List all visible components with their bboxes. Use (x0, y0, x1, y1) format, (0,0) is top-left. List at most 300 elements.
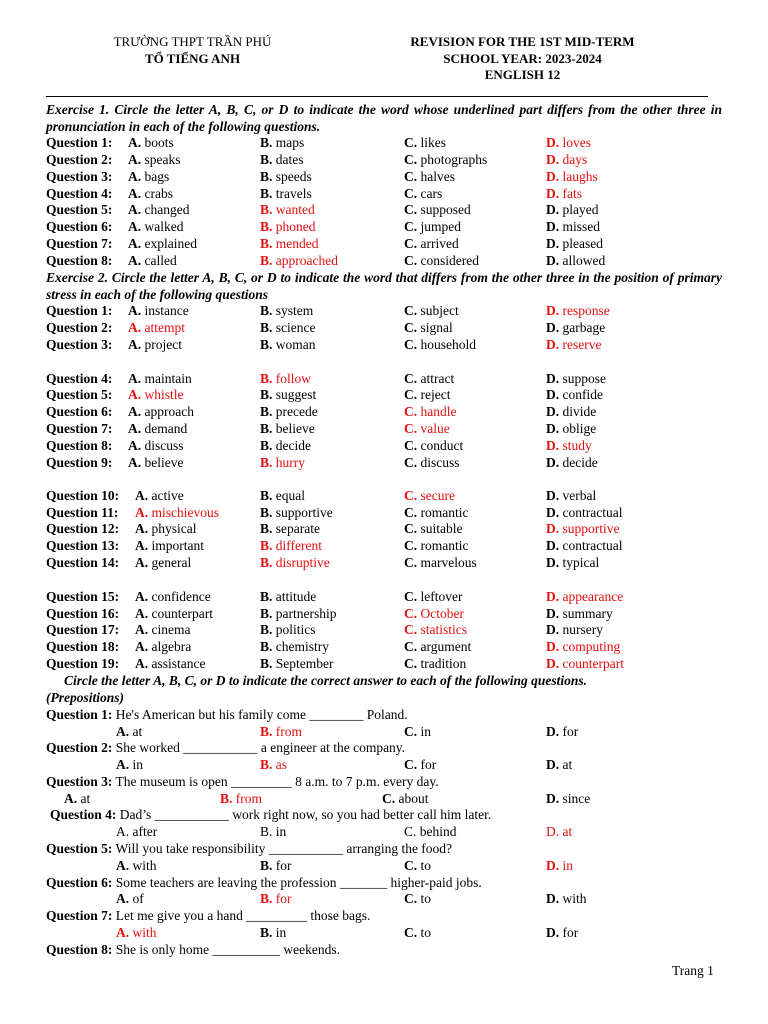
option-text: considered (420, 253, 479, 268)
option-c[interactable] (404, 386, 450, 403)
option-letter: B. (260, 589, 273, 604)
option-c[interactable] (404, 134, 446, 151)
question-row (46, 420, 736, 437)
question-row (46, 588, 736, 605)
option-a[interactable] (116, 723, 142, 740)
option-b[interactable] (260, 336, 316, 353)
option-letter: B. (260, 135, 273, 150)
exercise-title (46, 269, 722, 303)
option-a[interactable] (128, 319, 185, 336)
option-d[interactable] (546, 386, 603, 403)
option-letter: D. (546, 186, 560, 201)
question-number: Question 8: (46, 253, 113, 268)
option-letter: C. (404, 538, 418, 553)
option-c[interactable] (404, 168, 455, 185)
option-a[interactable] (128, 218, 183, 235)
option-d[interactable] (546, 201, 599, 218)
option-d[interactable] (546, 504, 622, 521)
option-b[interactable] (220, 790, 262, 807)
option-letter: A. (64, 791, 78, 806)
question-text: She is only home __________ weekends. (115, 942, 340, 957)
option-letter: A. (128, 202, 142, 217)
option-text: supportive (275, 505, 333, 520)
option-letter: D. (546, 589, 560, 604)
option-b[interactable] (260, 370, 311, 387)
option-a[interactable] (128, 336, 182, 353)
option-text: maps (275, 135, 305, 150)
option-letter: C. (404, 555, 418, 570)
option-a[interactable] (128, 151, 181, 168)
option-d[interactable] (546, 185, 582, 202)
option-text: summary (562, 606, 613, 621)
option-text: allowed (562, 253, 606, 268)
option-b[interactable] (260, 302, 313, 319)
option-letter: A. (128, 152, 142, 167)
question-number: Question 4: (50, 807, 117, 822)
option-text: physical (151, 521, 197, 536)
option-text: of (132, 891, 144, 906)
option-a[interactable] (135, 638, 191, 655)
option-letter: C. (404, 606, 418, 621)
option-text: contractual (562, 538, 623, 553)
option-text: travels (275, 186, 312, 201)
option-d[interactable] (546, 924, 578, 941)
option-c[interactable] (404, 857, 431, 874)
option-letter: B. (260, 371, 273, 386)
option-c[interactable] (404, 537, 468, 554)
option-letter: C. (404, 371, 418, 386)
option-c[interactable] (404, 454, 460, 471)
option-d[interactable] (546, 454, 598, 471)
option-b[interactable] (260, 235, 319, 252)
question-stem (46, 706, 736, 723)
option-letter: B. (260, 538, 273, 553)
option-text: mischievous (151, 505, 219, 520)
option-text: science (275, 320, 316, 335)
option-b[interactable] (260, 890, 292, 907)
option-a[interactable] (116, 924, 157, 941)
question-number: Question 6: (46, 219, 113, 234)
option-c[interactable] (404, 218, 461, 235)
option-letter: D. (546, 303, 560, 318)
option-text: divide (562, 404, 597, 419)
option-d[interactable] (546, 302, 610, 319)
question-number: Question 7: (46, 421, 113, 436)
option-c[interactable] (404, 723, 431, 740)
option-a[interactable] (128, 454, 183, 471)
option-letter: D. (546, 202, 560, 217)
option-text: response (562, 303, 610, 318)
option-c[interactable] (404, 151, 487, 168)
option-b[interactable] (260, 504, 333, 521)
option-letter: D. (546, 152, 560, 167)
option-letter: C. (404, 152, 418, 167)
option-a[interactable] (128, 302, 189, 319)
option-text: marvelous (420, 555, 477, 570)
question-row (46, 185, 736, 202)
option-d[interactable] (546, 756, 572, 773)
option-d[interactable] (546, 537, 622, 554)
option-a[interactable] (128, 403, 194, 420)
option-a[interactable] (128, 420, 187, 437)
question-text: Will you take responsibility ___________ arranging the food? (115, 841, 453, 856)
option-d[interactable] (546, 370, 606, 387)
option-letter: C. (404, 219, 418, 234)
option-text: for (562, 724, 579, 739)
option-b[interactable] (260, 537, 322, 554)
option-letter: C. (404, 387, 418, 402)
option-a[interactable] (128, 235, 197, 252)
option-b[interactable] (260, 554, 330, 571)
option-c[interactable] (404, 823, 457, 840)
question-number: Question 17: (46, 622, 120, 637)
option-text: system (275, 303, 314, 318)
option-text: suitable (420, 521, 463, 536)
option-c[interactable] (404, 655, 466, 672)
option-b[interactable] (260, 319, 316, 336)
option-text: confide (562, 387, 603, 402)
option-text: different (275, 538, 322, 553)
option-letter: D. (546, 791, 560, 806)
option-text: tradition (420, 656, 467, 671)
option-text: hurry (275, 455, 306, 470)
option-a[interactable] (135, 621, 190, 638)
option-text: after (132, 824, 158, 839)
option-text: suppose (562, 371, 606, 386)
option-letter: B. (260, 925, 273, 940)
option-d[interactable] (546, 723, 578, 740)
option-letter: B. (260, 438, 273, 453)
option-text: believe (144, 455, 184, 470)
option-text: counterpart (151, 606, 213, 621)
option-a[interactable] (128, 386, 184, 403)
option-a[interactable] (128, 168, 169, 185)
option-b[interactable] (260, 420, 315, 437)
option-d[interactable] (546, 621, 603, 638)
option-letter: A. (128, 303, 142, 318)
option-letter: A. (128, 421, 142, 436)
option-a[interactable] (128, 437, 184, 454)
option-letter: A. (135, 622, 149, 637)
option-text: in (420, 724, 432, 739)
option-d[interactable] (546, 890, 587, 907)
question-number: Question 5: (46, 841, 113, 856)
option-letter: D. (546, 606, 560, 621)
option-text: walked (144, 219, 184, 234)
exercise-title-text: Exercise 2. Circle the letter A, B, C, or D to indicate the word that differs from the other three in the position of primary stress in each of the following questions (46, 270, 722, 302)
option-text: photographs (420, 152, 488, 167)
option-letter: A. (128, 219, 142, 234)
option-letter: C. (404, 639, 418, 654)
header-divider (46, 96, 708, 97)
option-c[interactable] (404, 487, 455, 504)
option-d[interactable] (546, 420, 596, 437)
option-a[interactable] (128, 370, 192, 387)
option-letter: A. (116, 724, 130, 739)
option-c[interactable] (404, 756, 436, 773)
option-d[interactable] (546, 252, 605, 269)
option-b[interactable] (260, 487, 305, 504)
header-left (60, 34, 325, 67)
question-number: Question 1: (46, 303, 113, 318)
option-text: to (420, 891, 432, 906)
option-letter: D. (546, 488, 560, 503)
option-a[interactable] (128, 252, 177, 269)
option-letter: B. (260, 253, 273, 268)
option-text: to (420, 925, 432, 940)
option-letter: B. (260, 488, 273, 503)
option-b[interactable] (260, 655, 334, 672)
option-letter: C. (404, 455, 418, 470)
option-b[interactable] (260, 756, 287, 773)
option-letter: B. (260, 236, 273, 251)
question-row (46, 201, 736, 218)
option-a[interactable] (135, 487, 184, 504)
option-a[interactable] (116, 823, 157, 840)
option-c[interactable] (404, 370, 454, 387)
option-a[interactable] (135, 655, 205, 672)
option-letter: D. (546, 724, 560, 739)
option-text: supposed (420, 202, 471, 217)
subject-name: ENGLISH 12 (484, 67, 561, 82)
option-d[interactable] (546, 857, 573, 874)
option-c[interactable] (404, 302, 459, 319)
option-c[interactable] (404, 890, 431, 907)
option-a[interactable] (135, 520, 197, 537)
option-c[interactable] (382, 790, 429, 807)
option-a[interactable] (116, 890, 144, 907)
option-d[interactable] (546, 151, 587, 168)
option-a[interactable] (135, 504, 219, 521)
option-letter: C. (404, 135, 418, 150)
option-d[interactable] (546, 319, 605, 336)
question-number: Question 2: (46, 740, 113, 755)
question-row (46, 134, 736, 151)
option-c[interactable] (404, 605, 464, 622)
option-text: for (420, 757, 437, 772)
option-d[interactable] (546, 790, 590, 807)
question-row (46, 319, 736, 336)
option-text: confidence (151, 589, 211, 604)
question-text: The museum is open _________ 8 a.m. to 7 p.m. every day. (115, 774, 439, 789)
option-d[interactable] (546, 336, 601, 353)
option-c[interactable] (404, 185, 442, 202)
option-d[interactable] (546, 437, 592, 454)
question-number: Question 14: (46, 555, 120, 570)
option-c[interactable] (404, 638, 471, 655)
option-letter: A. (116, 824, 130, 839)
option-letter: C. (404, 622, 418, 637)
option-b[interactable] (260, 252, 338, 269)
option-d[interactable] (546, 218, 600, 235)
option-a[interactable] (135, 554, 191, 571)
option-letter: B. (260, 186, 273, 201)
question-number: Question 11: (46, 505, 119, 520)
option-c[interactable] (404, 252, 479, 269)
option-d[interactable] (546, 655, 624, 672)
option-text: behind (419, 824, 457, 839)
option-a[interactable] (135, 588, 211, 605)
exercise-title (46, 101, 722, 135)
option-letter: C. (404, 404, 418, 419)
option-b[interactable] (260, 386, 316, 403)
question-row (46, 621, 736, 638)
question-row (46, 403, 736, 420)
option-c[interactable] (404, 403, 457, 420)
option-text: pleased (562, 236, 603, 251)
option-text: discuss (420, 455, 460, 470)
option-text: phoned (275, 219, 316, 234)
option-text: whistle (144, 387, 184, 402)
option-letter: D. (546, 538, 560, 553)
option-text: politics (275, 622, 316, 637)
option-b[interactable] (260, 857, 292, 874)
question-row (46, 655, 736, 672)
school-name: TRƯỜNG THPT TRẦN PHÚ (113, 34, 272, 49)
option-b[interactable] (260, 723, 302, 740)
option-c[interactable] (404, 437, 463, 454)
option-letter: A. (128, 320, 142, 335)
option-text: typical (562, 555, 600, 570)
option-text: reserve (562, 337, 602, 352)
option-a[interactable] (128, 185, 173, 202)
question-number: Question 7: (46, 908, 113, 923)
answer-options-row (46, 756, 736, 773)
option-c[interactable] (404, 420, 450, 437)
option-letter: C. (404, 438, 418, 453)
option-letter: C. (382, 791, 396, 806)
option-letter: C. (404, 757, 418, 772)
question-stem (46, 773, 736, 790)
option-letter: A. (135, 555, 149, 570)
option-a[interactable] (128, 201, 189, 218)
option-c[interactable] (404, 554, 477, 571)
option-text: in (275, 824, 287, 839)
option-d[interactable] (546, 134, 591, 151)
option-b[interactable] (260, 454, 305, 471)
question-number: Question 2: (46, 320, 113, 335)
option-letter: C. (404, 303, 418, 318)
question-number: Question 1: (46, 707, 113, 722)
option-text: at (132, 724, 143, 739)
option-text: arrived (420, 236, 459, 251)
option-letter: A. (128, 135, 142, 150)
option-b[interactable] (260, 605, 337, 622)
question-row (46, 504, 736, 521)
question-number: Question 7: (46, 236, 113, 251)
option-d[interactable] (546, 235, 603, 252)
option-text: mended (275, 236, 319, 251)
option-text: missed (562, 219, 601, 234)
page-number: Trang 1 (672, 963, 714, 978)
option-letter: D. (546, 757, 560, 772)
option-b[interactable] (260, 621, 316, 638)
option-letter: B. (260, 606, 273, 621)
option-b[interactable] (260, 520, 320, 537)
question-number: Question 15: (46, 589, 120, 604)
option-text: contractual (562, 505, 623, 520)
question-number: Question 9: (46, 455, 113, 470)
school-year: SCHOOL YEAR: 2023-2024 (443, 50, 602, 66)
option-b[interactable] (260, 437, 311, 454)
option-d[interactable] (546, 823, 572, 840)
option-c[interactable] (404, 336, 476, 353)
option-letter: C. (404, 505, 418, 520)
option-text: bags (144, 169, 170, 184)
option-c[interactable] (404, 924, 431, 941)
option-d[interactable] (546, 554, 599, 571)
option-a[interactable] (64, 790, 90, 807)
option-c[interactable] (404, 520, 463, 537)
option-text: statistics (420, 622, 467, 637)
option-d[interactable] (546, 638, 620, 655)
option-a[interactable] (135, 537, 204, 554)
option-b[interactable] (260, 638, 329, 655)
option-letter: D. (546, 639, 560, 654)
option-c[interactable] (404, 235, 459, 252)
option-c[interactable] (404, 621, 467, 638)
option-letter: D. (546, 404, 560, 419)
option-d[interactable] (546, 588, 623, 605)
option-b[interactable] (260, 134, 304, 151)
option-b[interactable] (260, 151, 304, 168)
option-text: attitude (275, 589, 317, 604)
option-b[interactable] (260, 403, 318, 420)
option-text: likes (420, 135, 446, 150)
option-text: garbage (562, 320, 606, 335)
option-b[interactable] (260, 823, 286, 840)
option-text: approached (275, 253, 338, 268)
option-c[interactable] (404, 201, 471, 218)
question-number: Question 8: (46, 942, 113, 957)
option-a[interactable] (135, 605, 213, 622)
option-letter: D. (546, 858, 560, 873)
option-text: cinema (151, 622, 191, 637)
option-b[interactable] (260, 168, 312, 185)
option-d[interactable] (546, 520, 620, 537)
option-a[interactable] (116, 857, 157, 874)
option-letter: A. (128, 387, 142, 402)
option-letter: B. (260, 202, 273, 217)
question-number: Question 10: (46, 488, 120, 503)
option-c[interactable] (404, 588, 462, 605)
option-b[interactable] (260, 924, 286, 941)
option-b[interactable] (260, 218, 316, 235)
option-text: subject (420, 303, 459, 318)
option-d[interactable] (546, 168, 598, 185)
option-b[interactable] (260, 201, 315, 218)
option-text: speeds (275, 169, 312, 184)
option-a[interactable] (116, 756, 143, 773)
option-text: for (275, 891, 292, 906)
option-d[interactable] (546, 487, 596, 504)
option-text: disruptive (275, 555, 330, 570)
option-letter: A. (128, 371, 142, 386)
option-d[interactable] (546, 605, 613, 622)
option-letter: D. (546, 455, 560, 470)
option-text: follow (275, 371, 312, 386)
option-c[interactable] (404, 504, 468, 521)
option-a[interactable] (128, 134, 174, 151)
option-text: maintain (144, 371, 192, 386)
option-b[interactable] (260, 588, 316, 605)
option-letter: D. (546, 253, 560, 268)
option-letter: C. (404, 320, 418, 335)
option-d[interactable] (546, 403, 596, 420)
option-b[interactable] (260, 185, 312, 202)
question-number: Question 3: (46, 337, 113, 352)
option-c[interactable] (404, 319, 453, 336)
